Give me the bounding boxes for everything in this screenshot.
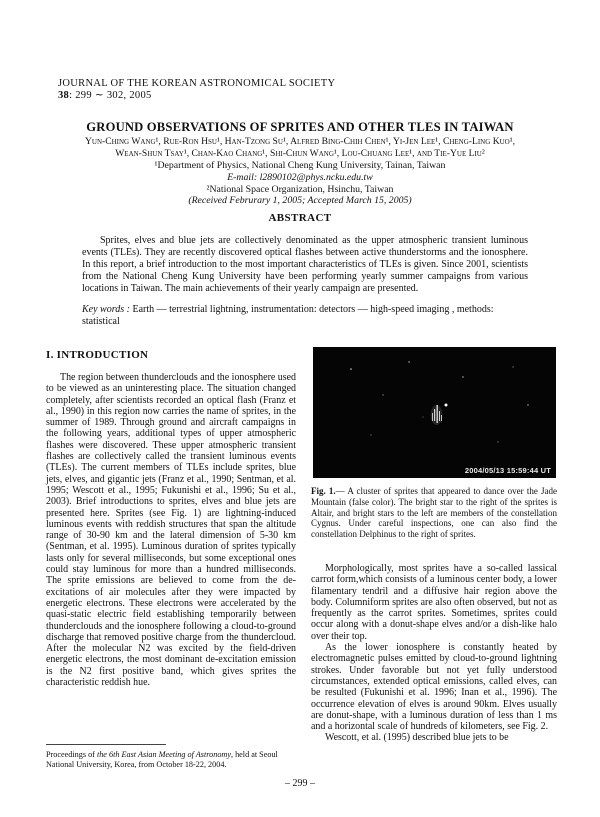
paper-title: GROUND OBSERVATIONS OF SPRITES AND OTHER TLES IN TAIWAN: [86, 120, 514, 134]
footnote-suffix: , held at Seoul National University, Korea, from October 18-22, 2004.: [46, 750, 278, 769]
affiliations: [60, 160, 540, 207]
footnote-conference: the 6th East Asian Meeting of Astronomy: [96, 750, 231, 759]
footnote-rule: [46, 744, 166, 745]
journal-header: [58, 78, 335, 102]
figure-caption: [311, 486, 557, 540]
received-dates: (Received Februrary 1, 2005; Accepted March 15, 2005): [188, 195, 412, 207]
photo-timestamp: 2004/05/13 15:59:44 UT: [464, 466, 551, 475]
keywords-label: Key words :: [82, 304, 130, 315]
page-number: – 299 –: [285, 778, 315, 789]
keywords-text: Earth — terrestrial lightning, instrumentation: detectors — high-speed imaging , methods: statistical: [82, 304, 494, 327]
paragraph-blue-jets: Wescott, et al. (1995) described blue jets to be: [325, 732, 509, 744]
intro-left-column: The region between thunderclouds and the ionosphere used to be viewed as an uninteresting place. The situation changed completely, after scientists recorded an optical flash (Franz et al., 1990) in this region now carries the name of sprites, in the summer of 1989. Through ground and aircraft campaigns in the following years, additional types of upper atmospheric flashes were discovered. These upper atmospheric transient flashes are collectively called the transient luminous events (TLEs). The current members of TLEs include sprites, blue jets, elves, and gigantic jets (Franz et al., 1990; Sentman, et al. 1995; Wescott et al., 1995; Fukunishi et al., 1996; Su et al., 2003). Brief introductions to sprites, elves and blue jets are presented here. Sprites (see Fig. 1) are lightning-induced luminous events with reddish structures that span the altitude range of 30-90 km and the lateral dimension of 5-30 km (Sentman, et al. 1995). Luminous duration of sprites typically lasts only for several milliseconds, but some exceptional ones could stay luminous for more than a hundred milliseconds. The sprite emissions are believed to come from the de-excitations of air molecules after they were impacted by energetic electrons. These electrons were accelerated by the quasi-static electric field establishing temporarily between thunderclouds and the ionosphere following a cloud-to-ground discharge that removed positive charge from the thundercloud. After the molecular N2 was excited by the field-driven energetic electrons, the most dominant de-excitation emission is the N2 first positive band, which gives sprites the characteristic reddish hue.: [46, 372, 296, 689]
abstract-heading: ABSTRACT: [268, 212, 332, 224]
author-line-2: Wean-Shun Tsay¹, Chan-Kao Chang¹, Shi-Chun Wang¹, Lou-Chuang Lee¹, and Tie-Yue Liu²: [115, 147, 485, 159]
footnote-prefix: Proceedings of: [46, 750, 97, 759]
section-heading: I. INTRODUCTION: [46, 349, 149, 361]
author-line-1: Yun-Ching Wang¹, Rue-Ron Hsu¹, Han-Tzong Su¹, Alfred Bing-Chih Chen¹, Yi-Jen Lee¹, Cheng-Ling Kuo¹,: [84, 136, 516, 147]
abstract-text: Sprites, elves and blue jets are collectively denominated as the upper atmospheric transient luminous events (TLEs). They are recently discovered optical flashes between active thunderstorms and the ionosphere. In this report, a brief introduction to the most important characteristics of TLEs is given. Since 2001, scientists from the National Cheng Kung University have been performing yearly summer campaigns from various locations in Taiwan. The main achievements of their yearly campaign are presented.: [82, 235, 528, 294]
journal-volume: 38: [58, 90, 70, 101]
sprite-image: [313, 347, 556, 478]
journal-volume-line: [58, 90, 335, 102]
author-email: E-mail: l2890102@phys.ncku.edu.tw: [227, 171, 373, 183]
sprite-photo: [313, 347, 556, 478]
journal-pages: : 299 ∼ 302, 2005: [69, 90, 152, 101]
journal-name: JOURNAL OF THE KOREAN ASTRONOMICAL SOCIETY: [58, 78, 336, 89]
intro-right-column: [311, 563, 557, 744]
figure-caption-text: — A cluster of sprites that appeared to dance over the Jade Mountain (false color). The bright star to the right of the sprites is Altair, and bright stars to the left are members of the constellation Cygnus. Under careful inspections, one can also find the constellation Delphinus to the right of sprites.: [311, 486, 557, 540]
author-list: [50, 136, 550, 159]
figure-label: Fig. 1.: [311, 486, 336, 496]
paragraph-elves: As the lower ionosphere is constantly heated by electromagnetic pulses emitted by cloud-to-ground lightning strokes. Under favorable but not yet fully understood circumstances, extended optical emissions, called elves, can be resulted (Fukunishi et al. 1996; Inan et al., 1996). The occurrence elevation of elves is around 90km. Elves usually are donut-shape, with a luminous duration of less than 1 ms and a horizontal scale of hundreds of kilometers, see Fig. 2.: [311, 642, 557, 733]
affiliation-org: ²National Space Organization, Hsinchu, Taiwan: [206, 183, 394, 195]
affiliation-dept: ¹Department of Physics, National Cheng Kung University, Tainan, Taiwan: [154, 160, 446, 171]
keywords: [82, 304, 520, 328]
paragraph-morphology: Morphologically, most sprites have a so-called lassical carrot form,which consists of a luminous center body, a lower filamentary tendril and a diffusive hair region above the body. Columniform sprites are also often observed, but not as frequently as the carrot sprites. Sometimes, sprites could occur along with a donut-shape elves and/or a dish-like halo over their top.: [311, 563, 557, 642]
footnote: [46, 750, 298, 770]
